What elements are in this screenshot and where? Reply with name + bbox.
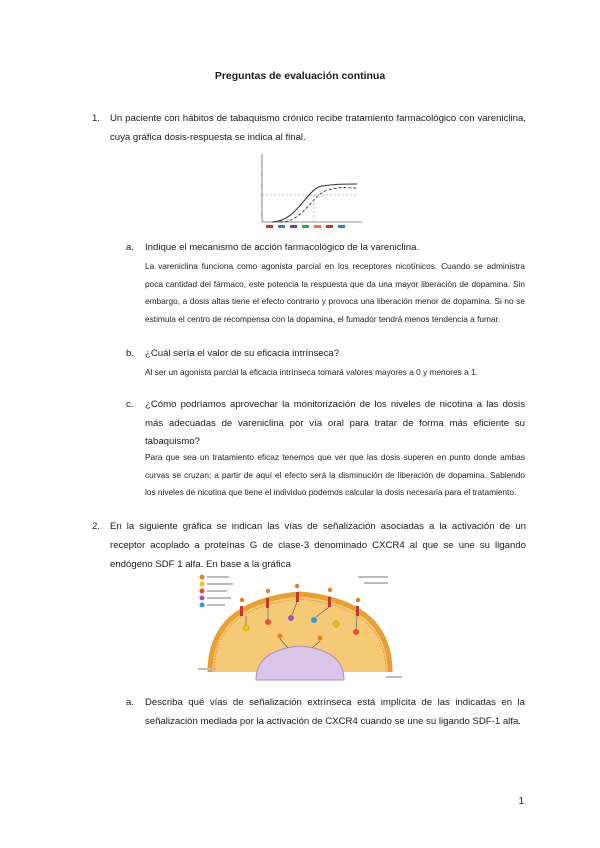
question-2-number: 2.	[92, 521, 101, 532]
question-1b-letter: b.	[126, 348, 135, 359]
page-title: Preguntas de evaluación continua	[214, 70, 386, 82]
question-2a-letter: a.	[126, 697, 135, 708]
answer-1b: Al ser un agonista parcial la eficacia intrínseca tomará valores mayores a 0 y menores a 1.	[145, 367, 478, 377]
question-1c-text: ¿Cómo podríamos aprovechar la monitorización de los niveles de nicotina a las dosis más adecuadas de vareniclina por vía oral para tratar de forma más eficiente su tabaquismo?	[145, 399, 525, 447]
question-1-number: 1.	[92, 113, 101, 124]
question-1a-text: Indique el mecanismo de acción farmacológico de la vareniclina.	[145, 242, 420, 253]
question-1	[92, 109, 526, 147]
page-number: 1	[518, 796, 524, 807]
question-1-text: Un paciente con hábitos de tabaquismo crónico recibe tratamiento farmacológico con vareniclina, cuya gráfica dosis-respuesta se indica al final.	[110, 113, 526, 143]
question-1a	[126, 239, 525, 258]
answer-1a: La vareniclina funciona como agonista parcial en los receptores nicotínicos. Cuando se administra poca cantidad del fármaco, este potencia la respuesta que da una mayor liberación de dopamina. Sin embargo, a dosis altas tiene el efecto contrario y provoca una liberación menor de dopamina. Si no se estimula el centro de recompensa con la dopamina, el fumador tendrá menos tendencia a fumar.	[145, 261, 525, 324]
dose-response-figure	[252, 150, 368, 234]
question-2	[92, 517, 526, 574]
cxcr4-signaling-figure	[196, 572, 404, 682]
question-2a-text: Describa qué vías de señalización extrínseca está implícita de las indicadas en la señalización mediada por la activación de CXCR4 cuando se une su ligando SDF-1 alfa.	[145, 697, 525, 727]
question-1b	[126, 345, 525, 364]
question-1a-letter: a.	[126, 242, 135, 253]
question-2a	[126, 694, 525, 731]
question-2-text: En la siguiente gráfica se indican las vías de señalización asociadas a la activación de un receptor acoplado a proteínas G de clase-3 denominado CXCR4 al que se une su ligando endógeno SDF 1 alfa. En base a la gráfica	[110, 521, 526, 570]
answer-1c: Para que sea un tratamiento eficaz tenemos que ver que las dosis superen en punto donde ambas curvas se cruzan; a partir de aquí el efecto será la disminución de liberación de dopamina. Sabiendo los niveles de nicotina que tiene el individuo podemos calcular la dosis necesaria para el tratamiento.	[145, 452, 525, 498]
question-1c	[126, 396, 525, 452]
question-1b-text: ¿Cuál sería el valor de su eficacia intrínseca?	[145, 348, 340, 359]
question-1c-letter: c.	[126, 399, 134, 410]
